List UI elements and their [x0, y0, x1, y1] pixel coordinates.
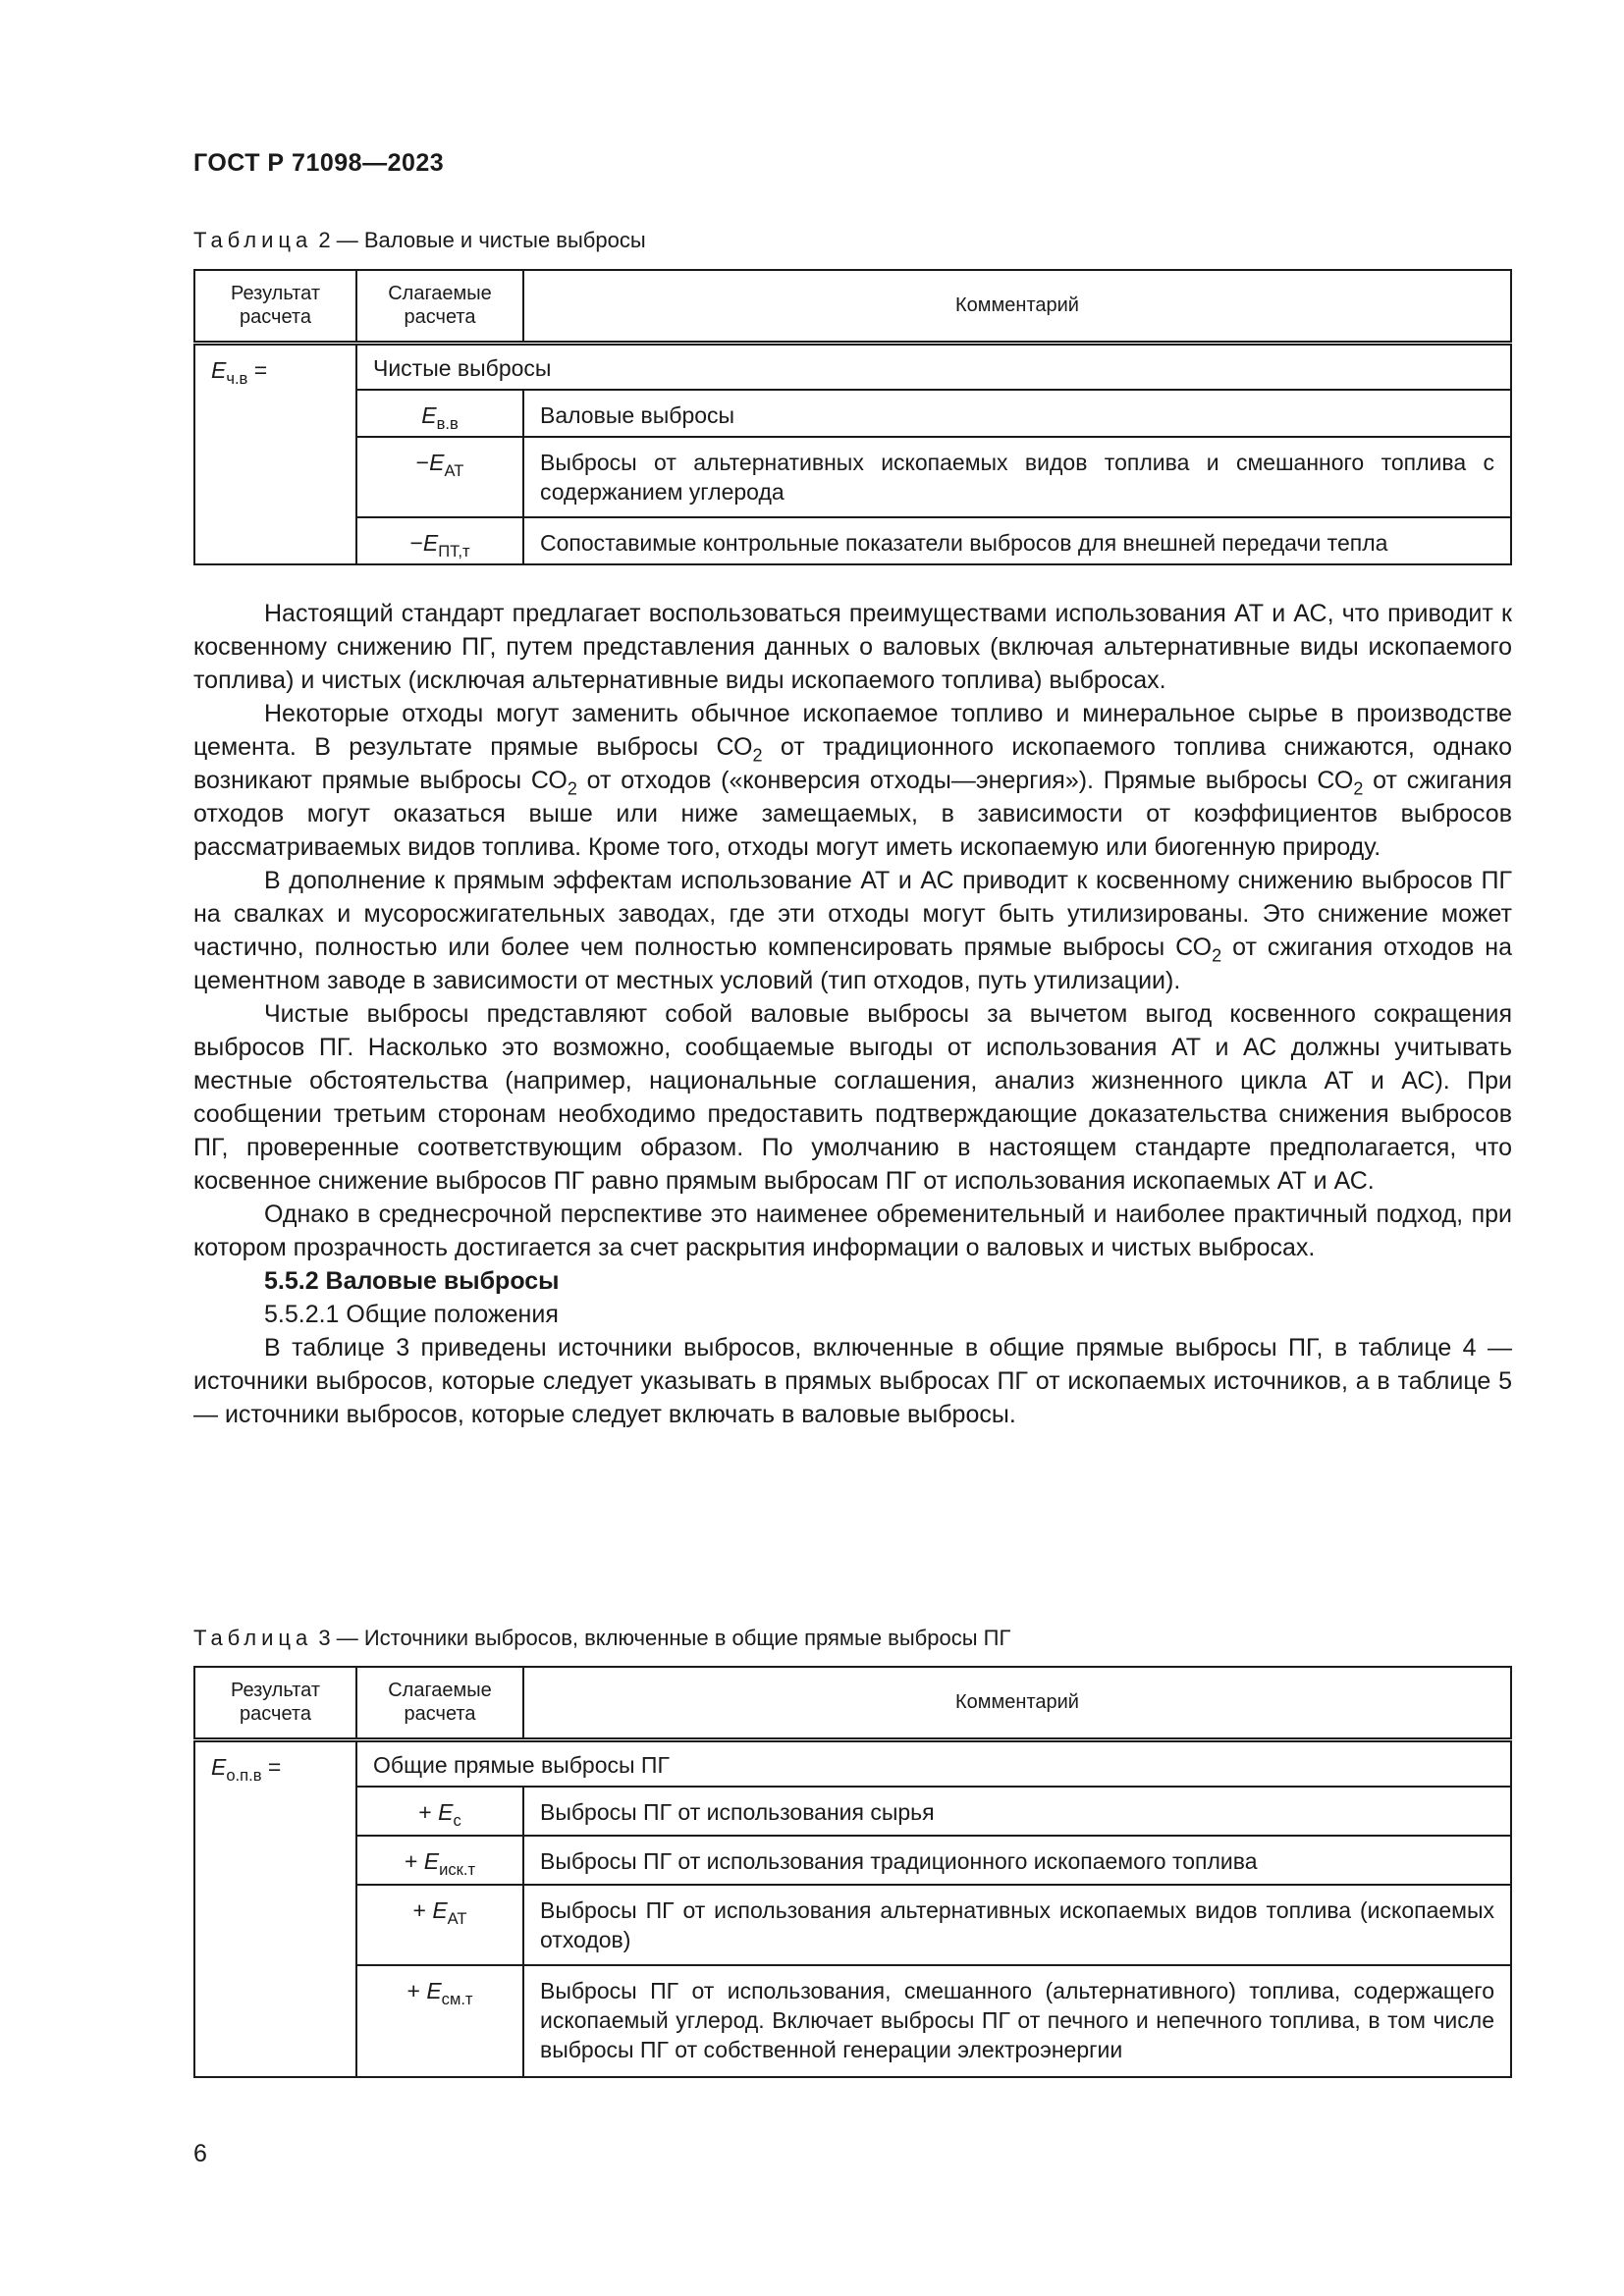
result-cell: [194, 343, 356, 564]
comment-cell: Выбросы ПГ от использования альтернативных ископаемых видов топлива (ископаемых отходов): [523, 1885, 1511, 1965]
header-comment: Комментарий: [523, 1667, 1511, 1739]
co2-subscript: 2: [1212, 945, 1222, 966]
term-symbol: E: [432, 1897, 448, 1923]
header-terms: Слагаемые расчета: [356, 270, 523, 343]
result-symbol: E: [211, 356, 227, 383]
co2-subscript: 2: [752, 745, 763, 766]
text-run: В дополнение к прямым эффектам использование АТ и АС приводит к косвенному снижению выбросов ПГ на свалках и мусоросжигательных заводах, где эти отходы могут быть утилизированы. Это снижение может частично, полностью или более чем полностью компенсировать прямые выбросы СО: [193, 867, 1512, 961]
term-subscript: см.т: [441, 1989, 473, 2008]
text-run: от сжигания отходов на цементном заводе в зависимости от местных условий (тип отходов, путь утилизации).: [193, 934, 1513, 994]
term-subscript: АТ: [444, 460, 464, 480]
term-symbol: E: [438, 1799, 454, 1825]
header-terms: Слагаемые расчета: [356, 1667, 523, 1739]
table-3-caption-word: Таблица: [193, 1626, 313, 1650]
term-symbol: E: [429, 450, 445, 475]
comment-cell: Выбросы ПГ от использования традиционного ископаемого топлива: [523, 1836, 1511, 1885]
co2-subscript: 2: [1353, 778, 1364, 799]
result-description: Общие прямые выбросы ПГ: [356, 1739, 1511, 1787]
table-row: [194, 1965, 1511, 2077]
paragraph: [193, 697, 1512, 864]
table-row: [194, 1885, 1511, 1965]
term-symbol: E: [422, 530, 439, 556]
section-heading: [193, 1264, 1512, 1298]
term-subscript: иск.т: [439, 1859, 476, 1879]
result-cell: [194, 1739, 356, 2077]
header-result: Результат расчета: [194, 1667, 356, 1739]
term-sign: +: [404, 1848, 424, 1874]
text-run: от сжигания отходов могут оказаться выше или ниже замещаемых, в зависимости от коэффициентов выбросов рассматриваемых видов топлива. Кроме того, отходы могут иметь ископаемую или биогенную природу.: [193, 767, 1512, 861]
table-row: [194, 437, 1511, 517]
term-cell: [356, 1965, 523, 2077]
section-heading-text: 5.5.2 Валовые выбросы: [264, 1267, 560, 1295]
term-cell: [356, 437, 523, 517]
header-result: Результат расчета: [194, 270, 356, 343]
term-cell: [356, 1836, 523, 1885]
text-run: от отходов («конверсия отходы—энергия»). Прямые выбросы СО: [576, 767, 1354, 794]
term-subscript: с: [453, 1810, 461, 1830]
result-equals: =: [261, 1753, 282, 1780]
term-symbol: E: [426, 1978, 442, 2003]
page-number: 6: [193, 2140, 207, 2167]
body-text: [193, 597, 1512, 1431]
result-symbol: E: [211, 1753, 227, 1780]
table-row: [194, 390, 1511, 437]
subsection-heading: 5.5.2.1 Общие положения: [264, 1301, 559, 1328]
document-code: ГОСТ Р 71098—2023: [193, 149, 445, 177]
term-subscript: АТ: [447, 1908, 467, 1928]
comment-cell: Выбросы ПГ от использования, смешанного (альтернативного) топлива, содержащего ископаемый углерод. Включает выбросы ПГ от печного и непечного топлива, в том числе выбросы ПГ от собственной генерации электроэнергии: [523, 1965, 1511, 2077]
term-symbol: E: [423, 1848, 440, 1874]
term-sign: −: [415, 450, 430, 475]
term-symbol: E: [421, 402, 437, 428]
comment-cell: Сопоставимые контрольные показатели выбросов для внешней передачи тепла: [523, 517, 1511, 564]
paragraph: Настоящий стандарт предлагает воспользоваться преимуществами использования АТ и АС, что приводит к косвенному снижению ПГ, путем представления данных о валовых (включая альтернативные виды ископаемого топлива) и чистых (исключая альтернативные виды ископаемого топлива) выбросах.: [193, 600, 1512, 694]
paragraph: [193, 864, 1512, 997]
result-subscript: о.п.в: [226, 1765, 262, 1785]
term-cell: [356, 517, 523, 564]
table-3: [193, 1666, 1512, 2078]
table-2-caption: [193, 228, 646, 253]
result-subscript: ч.в: [226, 368, 248, 388]
table-header-row: [194, 1667, 1511, 1739]
paragraph: Однако в среднесрочной перспективе это наименее обременительный и наиболее практичный подход, при котором прозрачность достигается за счет раскрытия информации о валовых и чистых выбросах.: [193, 1201, 1512, 1261]
table-row: [194, 1787, 1511, 1836]
term-sign: +: [406, 1978, 427, 2003]
paragraph: В таблице 3 приведены источники выбросов, включенные в общие прямые выбросы ПГ, в таблице 4 — источники выбросов, которые следует указывать в прямых выбросах ПГ от ископаемых источников, а в таблице 5 — источники выбросов, которые следует включать в валовые выбросы.: [193, 1334, 1512, 1428]
text-run: Некоторые отходы могут заменить обычное ископаемое топливо и минеральное сырье в производстве цемента. В результате прямые выбросы СО: [193, 700, 1512, 761]
term-sign: +: [412, 1897, 433, 1923]
term-cell: [356, 390, 523, 437]
text-run: от традиционного ископаемого топлива снижаются, однако возникают прямые выбросы СО: [193, 733, 1513, 794]
comment-cell: Выбросы от альтернативных ископаемых видов топлива и смешанного топлива с содержанием углерода: [523, 437, 1511, 517]
table-3-caption-text: 3 — Источники выбросов, включенные в общие прямые выбросы ПГ: [312, 1626, 1011, 1650]
table-row: [194, 343, 1511, 390]
table-row: [194, 517, 1511, 564]
result-equals: =: [247, 356, 268, 383]
term-sign: +: [418, 1799, 439, 1825]
term-cell: [356, 1885, 523, 1965]
comment-cell: Валовые выбросы: [523, 390, 1511, 437]
table-2-caption-text: 2 — Валовые и чистые выбросы: [312, 228, 646, 252]
term-sign: −: [409, 530, 423, 556]
header-comment: Комментарий: [523, 270, 1511, 343]
term-subscript: в.в: [436, 413, 459, 433]
term-cell: [356, 1787, 523, 1836]
result-description: Чистые выбросы: [356, 343, 1511, 390]
table-row: [194, 1836, 1511, 1885]
term-subscript: ПТ,т: [438, 541, 470, 561]
co2-subscript: 2: [567, 778, 577, 799]
table-2-caption-word: Таблица: [193, 228, 313, 252]
table-3-caption: [193, 1626, 1010, 1651]
paragraph: Чистые выбросы представляют собой валовые выбросы за вычетом выгод косвенного сокращения выбросов ПГ. Насколько это возможно, сообщаемые выгоды от использования АТ и АС должны учитывать местные обстоятельства (например, национальные соглашения, анализ жизненного цикла АТ и АС). При сообщении третьим сторонам необходимо предоставить подтверждающие доказательства снижения выбросов ПГ, проверенные соответствующим образом. По умолчанию в настоящем стандарте предполагается, что косвенное снижение выбросов ПГ равно прямым выбросам ПГ от использования ископаемых АТ и АС.: [193, 1000, 1512, 1195]
table-row: [194, 1739, 1511, 1787]
table-header-row: [194, 270, 1511, 343]
table-2: [193, 269, 1512, 565]
comment-cell: Выбросы ПГ от использования сырья: [523, 1787, 1511, 1836]
